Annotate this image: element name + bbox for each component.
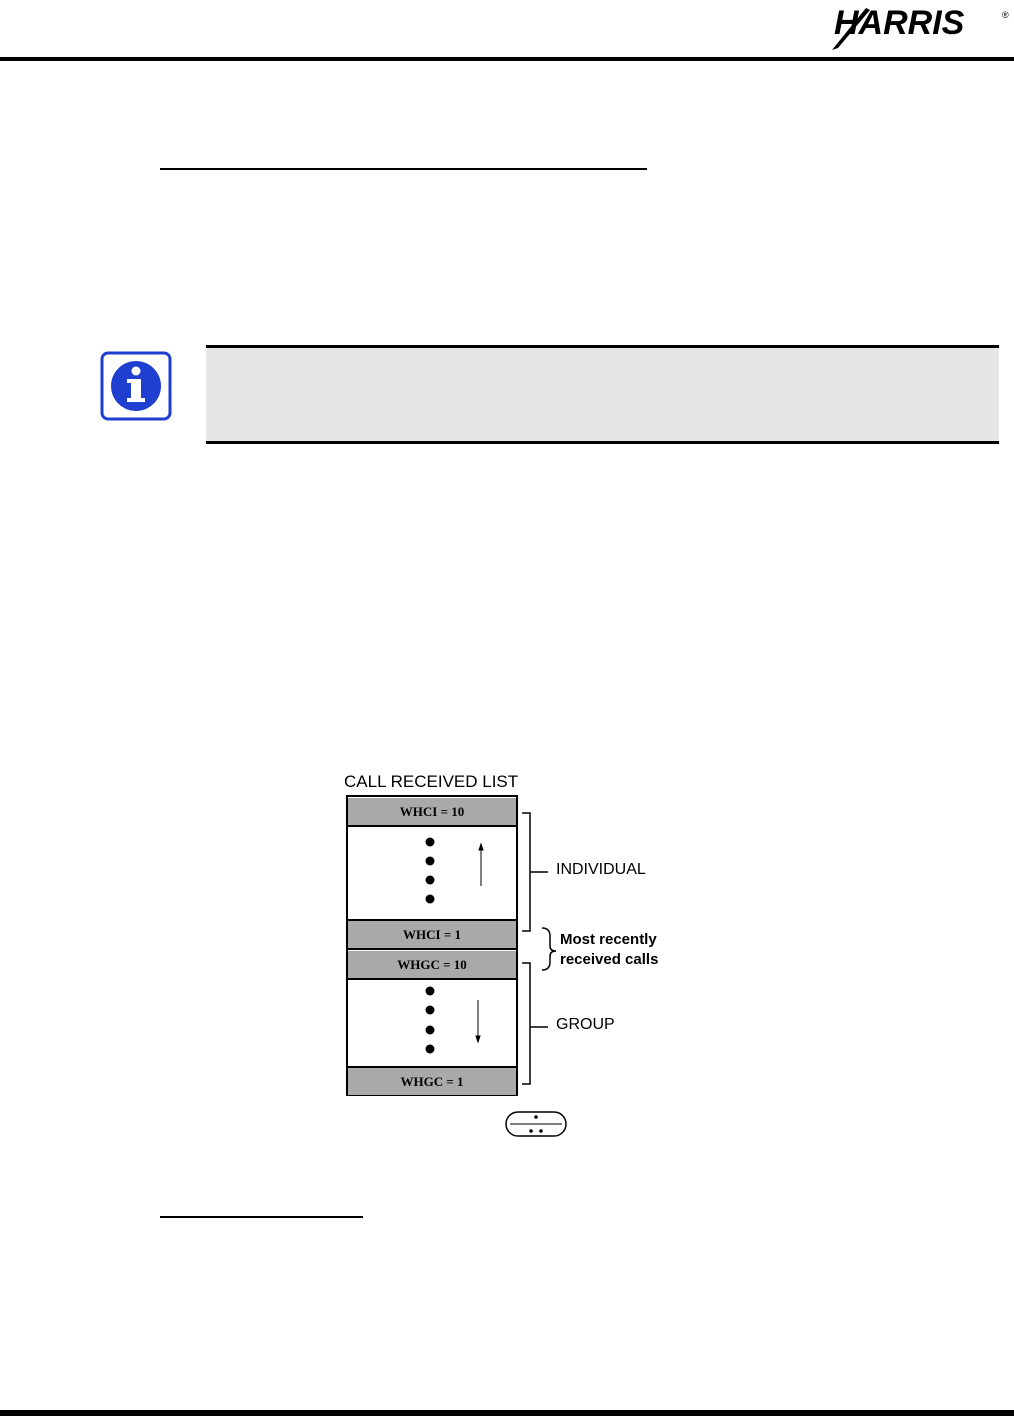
band-border: [348, 948, 516, 950]
call-received-list: [346, 795, 518, 1096]
band-whgc-1: WHGC = 1: [348, 1068, 516, 1095]
label-individual: INDIVIDUAL: [556, 861, 646, 878]
logo-registered-mark: ®: [1002, 10, 1009, 20]
band-whgc-10: WHGC = 10: [348, 951, 516, 978]
bracket-individual: [522, 813, 548, 931]
band-border: [348, 825, 516, 827]
band-border: [348, 978, 516, 980]
label-most-recent-line1: Most recently: [560, 931, 657, 948]
info-icon: [100, 351, 172, 421]
header-rule: [0, 57, 1014, 61]
note-box: [206, 345, 999, 444]
label-most-recent-line2: received calls: [560, 951, 659, 968]
section-heading-underline: [160, 1216, 363, 1218]
section-heading-underline: [160, 168, 647, 170]
label-most-recent: [560, 930, 658, 970]
logo-text: HARRIS: [834, 4, 965, 42]
band-whci-1: WHCI = 1: [348, 921, 516, 948]
label-group: GROUP: [556, 1016, 615, 1033]
footer-rule: [0, 1410, 1014, 1416]
diagram-title: CALL RECEIVED LIST: [344, 772, 519, 791]
oval-dots-icon: [506, 1112, 566, 1136]
harris-logo: [826, 2, 1012, 52]
band-whci-10: WHCI = 10: [348, 798, 516, 825]
bracket-group: [522, 963, 548, 1084]
bracket-most-recent: [542, 928, 556, 970]
